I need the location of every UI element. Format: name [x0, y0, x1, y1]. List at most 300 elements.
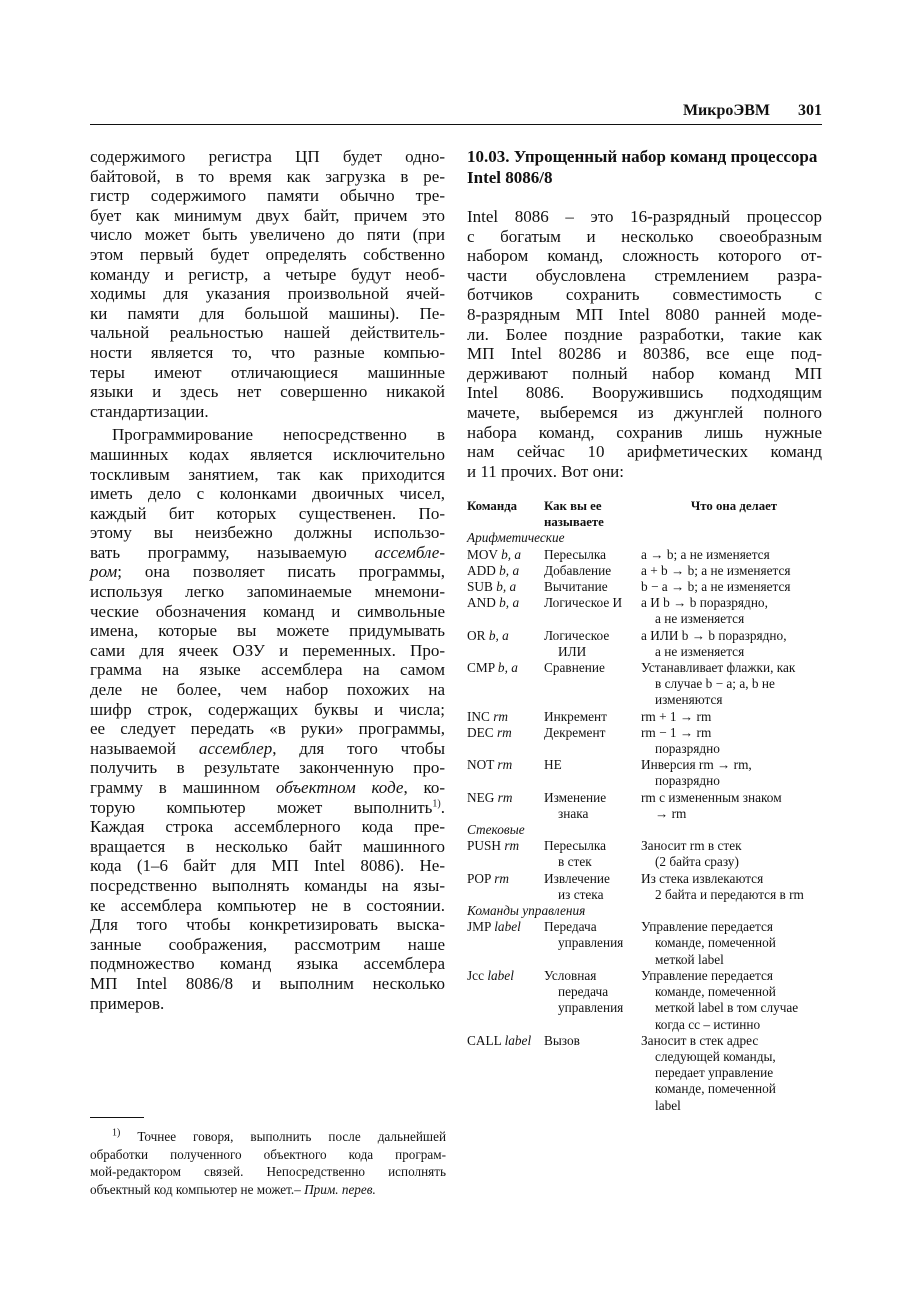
- text-line: [90, 245, 445, 265]
- text-run: ; она позволяет писать программы,: [117, 562, 445, 582]
- text-run: , ко-: [403, 778, 445, 797]
- table-row: [467, 838, 827, 870]
- text-run: 8-разрядным МП Intel 8080 ранней моде-: [467, 304, 822, 324]
- text-run: МП Intel 80286 и 80386, все еще под-: [467, 344, 822, 364]
- description-line: label: [655, 1097, 681, 1113]
- name-line: передача: [558, 984, 609, 1000]
- command-op: ADD: [467, 562, 496, 578]
- text-run: с богатым и несколько своеобразным: [467, 226, 822, 246]
- text-line: [90, 1146, 446, 1164]
- text-run: Точнее говоря, выполнить после дальнейшей: [120, 1129, 446, 1144]
- text-line: [467, 305, 822, 325]
- command-op: NOT: [467, 757, 495, 773]
- text-line: [90, 147, 445, 167]
- text-line: [467, 227, 822, 247]
- command-cell: [467, 1033, 544, 1114]
- text-run: этом первый будет определять собственно: [90, 244, 445, 264]
- text-run: вать программу, называемую: [90, 542, 375, 562]
- text-run: нам сейчас 10 арифметических команд: [467, 442, 822, 462]
- name-line: Вызов: [544, 1032, 580, 1048]
- right-column: [467, 207, 822, 481]
- text-run: грамму в машинном: [90, 778, 276, 797]
- table-row: [467, 628, 827, 660]
- command-cell: [467, 660, 544, 709]
- table-row: [467, 871, 827, 903]
- text-run: теры имеют отличающиеся машинные: [90, 362, 445, 382]
- description-line: поразрядно: [655, 773, 720, 789]
- table-row: [467, 563, 827, 579]
- left-column: [90, 147, 445, 1013]
- text-line: [90, 954, 445, 974]
- description-line: меткой label: [655, 951, 724, 967]
- command-cell: [467, 579, 544, 595]
- text-run: набором команд, сложность которого от-: [467, 246, 822, 266]
- text-run: ассембле-: [374, 542, 445, 562]
- text-line: [90, 876, 445, 896]
- running-header: [90, 100, 822, 125]
- command-op: PUSH: [467, 838, 501, 854]
- text-line: [90, 915, 445, 935]
- name-cell: [544, 790, 641, 822]
- command-cell: [467, 968, 544, 1033]
- text-line: [467, 364, 822, 384]
- header-command: Команда: [467, 499, 518, 513]
- text-run: посредственно выполнять команды на язы-: [90, 875, 445, 895]
- command-cell: [467, 709, 544, 725]
- table-row: [467, 595, 827, 627]
- description-cell: [641, 838, 827, 870]
- text-line: [90, 778, 445, 798]
- text-run: торую компьютер может выполнить: [90, 797, 433, 817]
- description-cell: [641, 1033, 827, 1114]
- text-line: [90, 363, 445, 383]
- group-row: [467, 903, 827, 919]
- text-run: мой-редактором связей. Непосредственно исполнять: [90, 1164, 446, 1180]
- command-args: rm: [494, 870, 510, 886]
- group-label: Стековые: [467, 822, 525, 838]
- name-line: Извлечение: [544, 870, 610, 886]
- text-run: Прим. перев.: [304, 1181, 376, 1197]
- description-line: 2 байта и передаются в rm: [655, 886, 804, 902]
- text-run: машинных кодах является исключительно: [90, 444, 445, 464]
- description-line: rm + 1 → rm: [641, 708, 712, 724]
- description-line: Управление передается: [641, 919, 773, 935]
- text-run: каждый бит которых существенен. По-: [90, 503, 445, 523]
- header-name: Как вы ее называете: [544, 499, 604, 530]
- command-op: CALL: [467, 1032, 502, 1048]
- text-run: ботчиков сохранить совместимость с: [467, 285, 822, 305]
- text-line: [90, 425, 445, 445]
- name-line: управления: [558, 935, 624, 951]
- text-run: вращается в несколько байт машинного: [90, 836, 445, 856]
- text-run: держивают полный набор команд МП: [467, 363, 822, 383]
- footnote-marker: 1): [112, 1127, 121, 1139]
- name-cell: [544, 547, 641, 563]
- description-cell: [641, 919, 827, 968]
- text-run: ке ассемблера компьютер не в состоянии.: [90, 895, 445, 915]
- text-line: [90, 504, 445, 524]
- text-line: [90, 304, 445, 324]
- text-line: [90, 1181, 446, 1199]
- text-line: [90, 523, 445, 543]
- text-run: число может быть увеличено до пяти (при: [90, 225, 445, 245]
- command-args: rm: [493, 708, 509, 724]
- description-line: a не изменяется: [655, 611, 745, 627]
- description-line: в случае b − a; a, b не: [655, 676, 775, 692]
- text-run: называемой: [90, 738, 199, 758]
- description-line: (2 байта сразу): [655, 854, 739, 870]
- text-run: команду и регистр, а четыре будут необ-: [90, 264, 445, 284]
- text-line: [90, 935, 445, 955]
- text-run: ассемблер: [198, 738, 273, 758]
- text-run: имена, которые вы можете придумывать: [90, 621, 445, 641]
- text-line: [467, 325, 822, 345]
- description-cell: [641, 595, 827, 627]
- command-args: b, a: [501, 546, 522, 562]
- footnote-rule: [90, 1117, 144, 1118]
- name-cell: [544, 968, 641, 1033]
- text-line: [467, 403, 822, 423]
- description-cell: [641, 628, 827, 660]
- description-cell: [641, 871, 827, 903]
- description-line: a не изменяется: [655, 643, 745, 659]
- description-cell: [641, 579, 827, 595]
- description-line: когда cc – истинно: [655, 1016, 761, 1032]
- command-op: AND: [467, 595, 496, 611]
- text-run: Для того чтобы конкретизировать выска-: [90, 915, 445, 935]
- name-line: Логическое: [544, 627, 610, 643]
- description-line: изменяются: [655, 692, 723, 708]
- text-run: тоскливым занятием, так как приходится: [90, 464, 445, 484]
- description-cell: [641, 790, 827, 822]
- command-op: MOV: [467, 546, 498, 562]
- text-line: [467, 207, 822, 227]
- command-args: b, a: [499, 595, 520, 611]
- text-line: [90, 621, 445, 641]
- name-line: ИЛИ: [558, 643, 587, 659]
- text-line: [467, 383, 822, 403]
- description-cell: [641, 757, 827, 789]
- description-cell: [641, 660, 827, 709]
- text-line: [90, 445, 445, 465]
- text-line: [90, 602, 445, 622]
- text-run: гистр содержимого памяти обычно тре-: [90, 186, 445, 206]
- text-run: деле не более, чем набор похожих на: [90, 680, 445, 700]
- text-line: [90, 382, 445, 402]
- text-line: [90, 817, 445, 837]
- text-run: шифр строк, содержащих буквы и числа;: [90, 699, 445, 719]
- paragraph: [467, 207, 822, 481]
- command-op: SUB: [467, 579, 493, 595]
- text-line: [467, 423, 822, 443]
- text-line: [90, 641, 445, 661]
- command-op: Jcc: [467, 967, 484, 983]
- table-row: [467, 660, 827, 709]
- text-line: [90, 543, 445, 563]
- name-cell: [544, 595, 641, 627]
- command-op: CMP: [467, 660, 495, 676]
- page-number: 301: [798, 102, 822, 119]
- table-row: [467, 757, 827, 789]
- running-title: МикроЭВМ: [682, 102, 770, 119]
- command-args: b, a: [488, 627, 509, 643]
- text-run: подмножество команд языка ассемблера: [90, 954, 445, 974]
- description-line: Заносит rm в стек: [641, 838, 742, 854]
- text-run: используя легко запоминаемые мнемони-: [90, 582, 445, 602]
- text-run: обработки полученного объектного кода програм-: [90, 1146, 446, 1162]
- command-op: DEC: [467, 724, 494, 740]
- name-line: в стек: [558, 854, 592, 870]
- description-cell: [641, 709, 827, 725]
- description-line: меткой label в том случае: [655, 1000, 799, 1016]
- command-cell: [467, 595, 544, 627]
- table-row: [467, 1033, 827, 1114]
- name-line: Инкремент: [544, 708, 607, 724]
- text-run: байтовой, в то время как загрузка в ре-: [90, 166, 445, 186]
- text-line: [90, 719, 445, 739]
- table-row: [467, 790, 827, 822]
- command-args: rm: [497, 757, 513, 773]
- command-args: b, a: [499, 562, 520, 578]
- text-line: [90, 758, 445, 778]
- command-args: label: [487, 967, 514, 983]
- name-cell: [544, 709, 641, 725]
- table-row: [467, 725, 827, 757]
- text-line: [467, 266, 822, 286]
- description-line: rm − 1 → rm: [641, 724, 712, 740]
- footnote: [90, 1128, 446, 1198]
- text-run: стандартизации.: [90, 401, 209, 421]
- group-label: Арифметические: [467, 530, 565, 546]
- command-args: rm: [497, 789, 513, 805]
- text-line: [90, 484, 445, 504]
- group-row: [467, 822, 827, 838]
- text-line: [90, 582, 445, 602]
- text-line: [467, 285, 822, 305]
- text-line: [90, 265, 445, 285]
- command-args: b, a: [496, 579, 517, 595]
- table-header-row: [467, 498, 827, 530]
- name-line: Пересылка: [544, 546, 607, 562]
- text-run: чальной реальностью нашей действитель-: [90, 323, 445, 343]
- description-line: rm с измененным знаком: [641, 789, 782, 805]
- text-line: [90, 974, 445, 994]
- text-run: и 11 прочих. Вот они:: [467, 461, 624, 481]
- text-run: ли. Более поздние разработки, такие как: [467, 324, 822, 344]
- text-run: иметь дело с колонками двоичных чисел,: [90, 484, 445, 504]
- name-cell: [544, 1033, 641, 1114]
- command-op: OR: [467, 627, 486, 643]
- group-label: Команды управления: [467, 903, 586, 919]
- text-run: примеров.: [90, 993, 165, 1013]
- section-title: 10.03. Упрощенный набор команд процессора Intel 8086/8: [467, 147, 818, 187]
- name-line: Вычитание: [544, 579, 608, 595]
- description-line: Устанавливает флажки, как: [641, 660, 796, 676]
- name-line: Сравнение: [544, 660, 605, 676]
- description-line: команде, помеченной: [655, 1081, 776, 1097]
- text-run: объектном коде: [275, 778, 404, 797]
- text-line: [90, 206, 445, 226]
- text-run: МП Intel 8086/8 и выполним несколько: [90, 973, 445, 993]
- description-line: a → b; a не изменяется: [641, 546, 770, 562]
- text-run: кода (1–6 байт для МП Intel 8086). Не-: [90, 856, 445, 876]
- text-line: [90, 798, 445, 818]
- description-line: → rm: [655, 805, 687, 821]
- text-run: Intel 8086. Вооружившись подходящим: [467, 383, 822, 403]
- name-line: Пересылка: [544, 838, 607, 854]
- text-line: [467, 246, 822, 266]
- text-line: [90, 167, 445, 187]
- text-run: набора команд, сохранив лишь нужные: [467, 422, 822, 442]
- command-args: rm: [496, 724, 512, 740]
- table-row: [467, 547, 827, 563]
- description-cell: [641, 725, 827, 757]
- text-run: ческие обозначения команд и символьные: [90, 601, 445, 621]
- description-line: a + b → b; a не изменяется: [641, 562, 791, 578]
- description-line: команде, помеченной: [655, 935, 776, 951]
- text-line: [90, 186, 445, 206]
- name-cell: [544, 838, 641, 870]
- description-cell: [641, 968, 827, 1033]
- table-row: [467, 919, 827, 968]
- command-cell: [467, 838, 544, 870]
- description-cell: [641, 547, 827, 563]
- text-line: [90, 1163, 446, 1181]
- command-cell: [467, 725, 544, 757]
- text-run: .: [440, 797, 445, 817]
- name-line: Логическое И: [544, 595, 623, 611]
- text-line: [90, 700, 445, 720]
- text-run: Каждая строка ассемблерного кода пре-: [90, 817, 445, 837]
- command-op: POP: [467, 870, 491, 886]
- header-description: Что она делает: [690, 499, 778, 513]
- text-run: занные соображения, рассмотрим наше: [90, 934, 445, 954]
- text-line: [90, 660, 445, 680]
- name-cell: [544, 660, 641, 709]
- command-cell: [467, 547, 544, 563]
- text-run: бует как минимум двух байт, причем это: [90, 205, 445, 225]
- paragraph: [90, 425, 445, 1013]
- name-line: Передача: [544, 919, 597, 935]
- name-cell: [544, 628, 641, 660]
- command-table: [467, 498, 827, 1114]
- name-cell: [544, 725, 641, 757]
- text-run: ки памяти для большой машины). Пе-: [90, 303, 445, 323]
- description-line: a ИЛИ b → b поразрядно,: [641, 627, 787, 643]
- name-line: НЕ: [544, 757, 562, 773]
- text-run: , для того чтобы: [272, 738, 445, 758]
- name-line: из стека: [558, 886, 604, 902]
- description-line: Инверсия rm → rm,: [641, 757, 752, 773]
- text-run: получить в результате законченную про-: [90, 758, 445, 778]
- command-cell: [467, 790, 544, 822]
- command-args: label: [504, 1032, 532, 1048]
- text-line: [467, 462, 822, 482]
- command-args: label: [494, 919, 521, 935]
- description-line: следующей команды,: [655, 1048, 776, 1064]
- command-cell: [467, 628, 544, 660]
- text-run: грамма на языке ассемблера на самом: [90, 660, 445, 680]
- text-run: языки и здесь нет совершенно никакой: [90, 382, 445, 402]
- text-line: [90, 739, 445, 759]
- description-line: Заносит в стек адрес: [641, 1032, 759, 1048]
- description-line: Из стека извлекаются: [641, 870, 764, 886]
- name-line: Изменение: [544, 789, 607, 805]
- text-line: [90, 343, 445, 363]
- group-row: [467, 530, 827, 546]
- text-line: [90, 680, 445, 700]
- table-row: [467, 579, 827, 595]
- name-cell: [544, 579, 641, 595]
- text-line: [90, 284, 445, 304]
- command-args: rm: [504, 838, 520, 854]
- command-op: JMP: [467, 919, 491, 935]
- name-line: Добавление: [544, 562, 612, 578]
- command-op: NEG: [467, 789, 495, 805]
- text-run: Программирование непосредственно в: [112, 425, 445, 445]
- name-cell: [544, 919, 641, 968]
- table-row: [467, 709, 827, 725]
- text-line: [90, 896, 445, 916]
- description-line: Управление передается: [641, 967, 773, 983]
- name-line: знака: [558, 805, 589, 821]
- text-line: [90, 837, 445, 857]
- command-cell: [467, 563, 544, 579]
- text-run: этому вы неизбежно должны использо-: [90, 523, 445, 543]
- text-line: [90, 994, 445, 1014]
- text-run: сами для ячеек ОЗУ и переменных. Про-: [90, 640, 445, 660]
- footnote-marker: 1): [432, 797, 441, 809]
- command-cell: [467, 757, 544, 789]
- text-line: [90, 225, 445, 245]
- description-cell: [641, 563, 827, 579]
- description-line: a И b → b поразрядно,: [641, 595, 768, 611]
- text-line: [90, 1128, 446, 1146]
- table-row: [467, 968, 827, 1033]
- text-run: ром: [90, 562, 118, 582]
- text-line: [90, 323, 445, 343]
- command-op: INC: [467, 708, 490, 724]
- text-run: ходимы для указания произвольной ячей-: [90, 284, 445, 304]
- name-cell: [544, 757, 641, 789]
- text-line: [467, 442, 822, 462]
- text-line: [467, 344, 822, 364]
- text-run: части обусловлена стремлением разра-: [467, 265, 822, 285]
- description-line: команде, помеченной: [655, 984, 776, 1000]
- text-run: ее следует передать «в руки» программы,: [90, 719, 445, 739]
- text-run: объектный код компьютер не может.–: [90, 1181, 305, 1197]
- name-line: Условная: [544, 967, 597, 983]
- text-line: [90, 465, 445, 485]
- text-run: мачете, выберемся из джунглей полного: [467, 402, 822, 422]
- description-line: передает управление: [655, 1065, 774, 1081]
- text-run: Intel 8086 – это 16-разрядный процессор: [467, 207, 822, 226]
- name-cell: [544, 563, 641, 579]
- command-cell: [467, 871, 544, 903]
- paragraph: [90, 147, 445, 421]
- text-run: ности является то, что разные компью-: [90, 342, 445, 362]
- description-line: b − a → b; a не изменяется: [641, 579, 791, 595]
- text-line: [90, 562, 445, 582]
- text-line: [90, 856, 445, 876]
- name-line: Декремент: [544, 724, 606, 740]
- name-cell: [544, 871, 641, 903]
- text-line: [90, 402, 445, 422]
- command-args: b, a: [497, 660, 518, 676]
- name-line: управления: [558, 1000, 624, 1016]
- command-cell: [467, 919, 544, 968]
- text-run: содержимого регистра ЦП будет одно-: [90, 147, 445, 166]
